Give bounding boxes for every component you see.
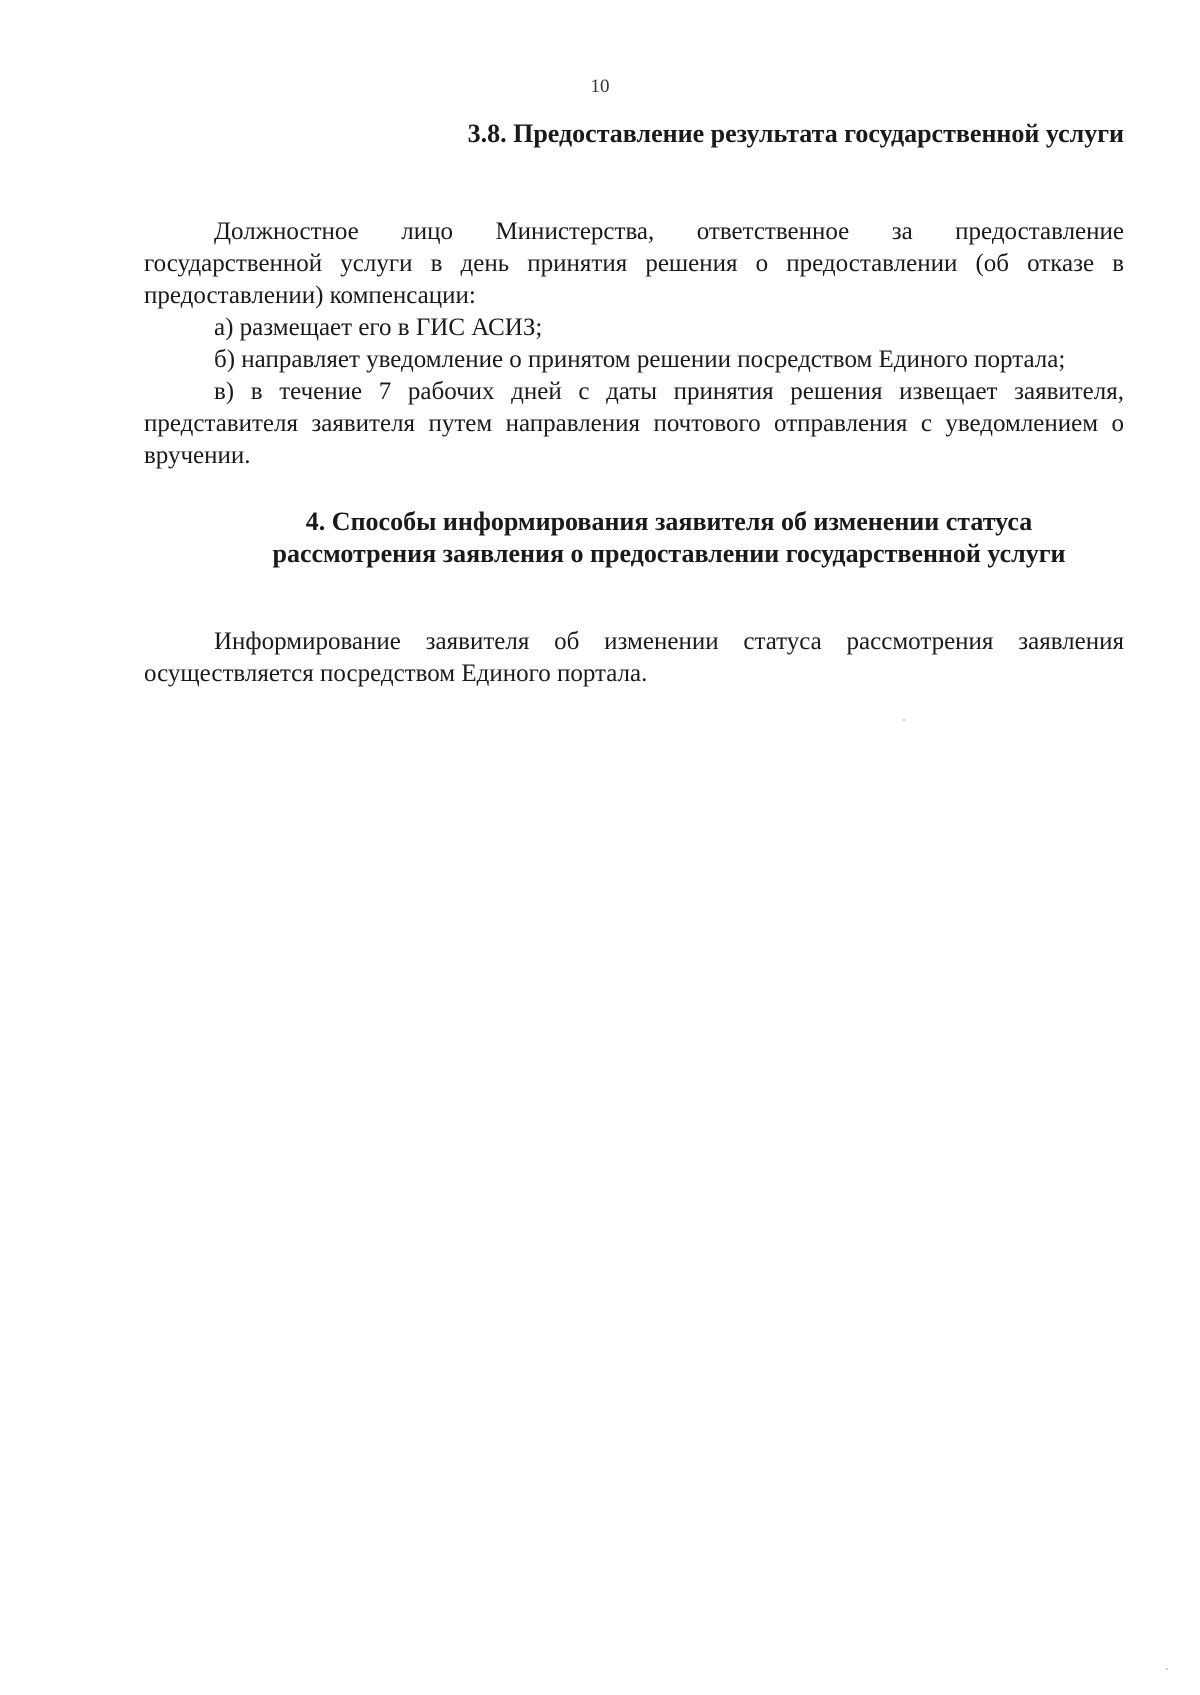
page-number: 10 [590, 76, 610, 97]
section-3-8-heading: 3.8. Предоставление результата государственной услуги [467, 119, 1124, 148]
section-4-heading-line-2: рассмотрения заявления о предоставлении государственной услуги [272, 539, 1066, 568]
section-4-text: Информирование заявителя об изменении статуса рассмотрения заявления осуществляется посредством Единого портала. [144, 628, 1124, 687]
section-3-8-item-b: б) направляет уведомление о принятом решении посредством Единого портала; [214, 346, 1066, 373]
section-4-heading-line-1: 4. Способы информирования заявителя об изменении статуса [305, 507, 1033, 536]
scan-speck [1166, 1668, 1168, 1670]
section-4-heading [144, 506, 1124, 570]
section-3-8-item-c: в) в течение 7 рабочих дней с даты принятия решения извещает заявителя, представителя заявителя путем направления почтового отправления с уведомлением о вручении. [144, 378, 1124, 469]
scan-speck [903, 719, 905, 721]
section-3-8-item-a: а) размещает его в ГИС АСИЗ; [214, 314, 543, 341]
page-content [144, 118, 1124, 690]
section-3-8-intro: Должностное лицо Министерства, ответственное за предоставление государственной услуги в день принятия решения о предоставлении (об отказе в предоставлении) компенсации: [144, 218, 1124, 309]
